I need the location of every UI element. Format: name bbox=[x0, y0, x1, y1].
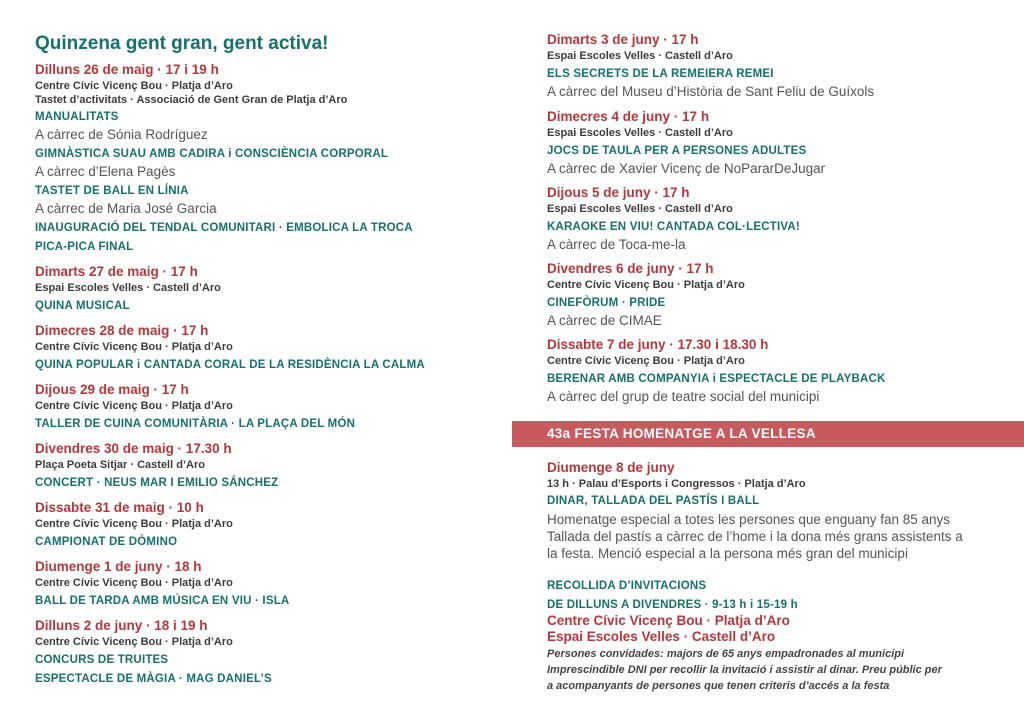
event-location: Centre Cívic Vicenç Bou · Platja d’Aro bbox=[35, 636, 233, 648]
event-location: Espai Escoles Velles · Castell d’Aro bbox=[547, 50, 733, 62]
activity-title: BERENAR AMB COMPANYIA i ESPECTACLE DE PLAYBACK bbox=[547, 373, 886, 385]
event-location: Centre Cívic Vicenç Bou · Platja d’Aro bbox=[547, 355, 745, 367]
activity-description: A càrrec del Museu d’Història de Sant Feliu de Guíxols bbox=[547, 84, 875, 99]
activity-title: PICA-PICA FINAL bbox=[35, 241, 134, 253]
invitations-schedule: DE DILLUNS A DIVENDRES · 9-13 h i 15-19 h bbox=[547, 599, 798, 611]
activity-description: Tallada del pastís a càrrec de l’home i la dona més grans assistents a bbox=[547, 529, 963, 544]
activity-title: DINAR, TALLADA DEL PASTÍS I BALL bbox=[547, 495, 760, 507]
activity-title: QUINA MUSICAL bbox=[35, 300, 130, 312]
event-date: Dijous 5 de juny · 17 h bbox=[547, 185, 690, 200]
activity-title: MANUALITATS bbox=[35, 111, 119, 123]
event-date: Divendres 6 de juny · 17 h bbox=[547, 261, 714, 276]
activity-description: la festa. Menció especial a la persona més gran del municipi bbox=[547, 546, 908, 561]
invitations-note: Imprescindible DNI per recollir la invitació i assistir al dinar. Preu públic per bbox=[547, 664, 942, 676]
event-location: Espai Escoles Velles · Castell d’Aro bbox=[35, 282, 221, 294]
event-date: Dissabte 7 de juny · 17.30 i 18.30 h bbox=[547, 337, 769, 352]
event-date: Divendres 30 de maig · 17.30 h bbox=[35, 441, 232, 456]
activity-title: TALLER DE CUINA COMUNITÀRIA · LA PLAÇA DEL MÓN bbox=[35, 418, 356, 430]
page-title: Quinzena gent gran, gent activa! bbox=[35, 33, 329, 54]
activity-title: BALL DE TARDA AMB MÚSICA EN VIU · ISLA bbox=[35, 595, 290, 607]
activity-title: INAUGURACIÓ DEL TENDAL COMUNITARI · EMBOLICA LA TROCA bbox=[35, 222, 413, 234]
activity-description: A càrrec de CIMAE bbox=[547, 313, 662, 328]
activity-title: ELS SECRETS DE LA REMEIERA REMEI bbox=[547, 68, 774, 80]
event-date: Dilluns 2 de juny · 18 i 19 h bbox=[35, 618, 208, 633]
event-date: Dimecres 4 de juny · 17 h bbox=[547, 109, 710, 124]
event-location: Plaça Poeta Sitjar · Castell d’Aro bbox=[35, 459, 205, 471]
invitations-note: Persones convidades: majors de 65 anys empadronades al municipi bbox=[547, 648, 905, 660]
event-date: Dimarts 27 de maig · 17 h bbox=[35, 264, 198, 279]
activity-title: TASTET DE BALL EN LÍNIA bbox=[35, 185, 189, 197]
event-location: Centre Cívic Vicenç Bou · Platja d’Aro bbox=[35, 341, 233, 353]
event-location: Centre Cívic Vicenç Bou · Platja d’Aro bbox=[35, 518, 233, 530]
event-date: Diumenge 8 de juny bbox=[547, 460, 675, 475]
activity-description: A càrrec de Maria José Garcia bbox=[35, 201, 217, 216]
activity-title: GIMNÀSTICA SUAU AMB CADIRA i CONSCIÈNCIA CORPORAL bbox=[35, 148, 389, 160]
event-location: Espai Escoles Velles · Castell d’Aro bbox=[547, 127, 733, 139]
event-date: Dilluns 26 de maig · 17 i 19 h bbox=[35, 62, 219, 77]
activity-description: A càrrec de Xavier Vicenç de NoPararDeJugar bbox=[547, 161, 826, 176]
activity-description: A càrrec de Toca-me-la bbox=[547, 237, 686, 252]
event-date: Diumenge 1 de juny · 18 h bbox=[35, 559, 202, 574]
activity-description: A càrrec de Sónia Rodríguez bbox=[35, 127, 208, 142]
festival-banner-title: 43a FESTA HOMENATGE A LA VELLESA bbox=[547, 426, 816, 441]
event-date: Dissabte 31 de maig · 10 h bbox=[35, 500, 204, 515]
event-date: Dimarts 3 de juny · 17 h bbox=[547, 32, 699, 47]
activity-title: CONCERT · NEUS MAR I EMILIO SÁNCHEZ bbox=[35, 477, 279, 489]
event-location: Espai Escoles Velles · Castell d’Aro bbox=[547, 203, 733, 215]
activity-title: ESPECTACLE DE MÀGIA · MAG DANIEL’S bbox=[35, 673, 272, 685]
invitations-place: Centre Cívic Vicenç Bou · Platja d’Aro bbox=[547, 613, 790, 628]
event-location: Centre Cívic Vicenç Bou · Platja d’Aro bbox=[35, 80, 233, 92]
activity-title: CONCURS DE TRUITES bbox=[35, 654, 169, 666]
activity-title: QUINA POPULAR i CANTADA CORAL DE LA RESIDÈNCIA LA CALMA bbox=[35, 359, 425, 371]
event-date: Dijous 29 de maig · 17 h bbox=[35, 382, 189, 397]
activity-description: Homenatge especial a totes les persones que enguany fan 85 anys bbox=[547, 512, 951, 527]
activity-description: A càrrec d’Elena Pagès bbox=[35, 164, 176, 179]
invitations-note: a acompanyants de persones que tenen criteris d’accés a la festa bbox=[547, 680, 890, 692]
event-location: Centre Cívic Vicenç Bou · Platja d’Aro bbox=[35, 400, 233, 412]
event-date: Dimecres 28 de maig · 17 h bbox=[35, 323, 209, 338]
event-location: Centre Cívic Vicenç Bou · Platja d’Aro bbox=[35, 577, 233, 589]
activity-title: JOCS DE TAULA PER A PERSONES ADULTES bbox=[547, 145, 807, 157]
invitations-place: Espai Escoles Velles · Castell d’Aro bbox=[547, 629, 776, 644]
invitations-heading: RECOLLIDA D’INVITACIONS bbox=[547, 580, 707, 592]
festival-banner bbox=[512, 421, 1024, 447]
activity-title: KARAOKE EN VIU! CANTADA COL·LECTIVA! bbox=[547, 221, 800, 233]
activity-title: CINEFÒRUM · PRIDE bbox=[547, 297, 666, 309]
event-location: Centre Cívic Vicenç Bou · Platja d’Aro bbox=[547, 279, 745, 291]
activity-description: A càrrec del grup de teatre social del municipi bbox=[547, 389, 820, 404]
event-subtitle: Tastet d’activitats · Associació de Gent Gran de Platja d’Aro bbox=[35, 94, 348, 106]
activity-title: CAMPIONAT DE DÒMINO bbox=[35, 536, 178, 548]
event-location: 13 h · Palau d’Esports i Congressos · Platja d’Aro bbox=[547, 478, 806, 490]
